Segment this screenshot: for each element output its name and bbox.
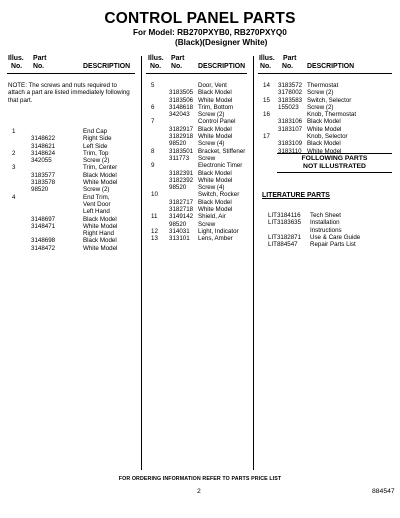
part-description: Left Hand (83, 208, 110, 216)
illus-number: 10 (151, 191, 158, 199)
header-rule-1 (7, 73, 135, 74)
part-description: Left Side (83, 142, 108, 150)
part-description: End Trim, (83, 193, 110, 201)
illus-number: 12 (151, 227, 158, 235)
part-description: Black Model (198, 89, 232, 97)
part-description: Door, Vent (198, 82, 227, 89)
part-description: Black Model (198, 169, 232, 177)
parts-row (0, 176, 252, 187)
part-number: 3183106 (278, 118, 303, 126)
part-description: Electronic Timer (198, 162, 243, 170)
following-rule-top (277, 153, 392, 154)
header-rule-3 (258, 73, 392, 74)
part-number: 98520 (169, 184, 187, 192)
parts-row (0, 104, 400, 111)
header-description: DESCRIPTION (198, 63, 246, 70)
color-line: (Black)(Designer White) (175, 38, 268, 47)
part-number: 3148472 (31, 244, 56, 252)
part-number: 3182917 (169, 125, 194, 133)
parts-row (0, 184, 252, 194)
part-description: White Model (198, 206, 233, 214)
part-description: White Model (83, 179, 118, 187)
part-description: Switch, Selector (307, 96, 352, 104)
part-description: Instructions (310, 226, 342, 234)
part-number: 3183109 (278, 140, 303, 148)
part-description: Black Model (83, 171, 117, 179)
part-description: Thermostat (307, 82, 339, 89)
part-number: 3182717 (169, 198, 194, 206)
part-number: 3183110 (278, 147, 302, 155)
part-number: 3183505 (169, 89, 194, 97)
part-number: 314031 (169, 227, 190, 235)
part-description: Screw (2) (198, 111, 225, 119)
part-description: White Model (83, 222, 118, 230)
part-description: End Cap (83, 128, 108, 135)
part-description: Screw (2) (307, 89, 334, 97)
part-description: Black Model (198, 198, 232, 206)
part-description: Vent Door (83, 200, 111, 208)
part-description: Black Model (83, 237, 117, 245)
part-description: Tech Sheet (310, 212, 341, 219)
part-number: 3148622 (31, 135, 56, 143)
parts-row (0, 162, 252, 172)
part-description: White Model (83, 244, 118, 252)
part-number: 3182918 (169, 133, 194, 141)
part-description: Trim, Center (83, 164, 118, 172)
header-illus: Illus. (259, 55, 275, 62)
header-illus: Illus. (148, 55, 164, 62)
not-illustrated-heading: NOT ILLUSTRATED (303, 163, 366, 170)
part-description: Shield, Air (198, 213, 226, 221)
ordering-info: FOR ORDERING INFORMATION REFER TO PARTS PRICE LIST (118, 476, 282, 482)
illus-number: 15 (263, 96, 270, 104)
following-parts-heading: FOLLOWING PARTS (301, 155, 368, 162)
parts-list-column-3 (0, 82, 400, 155)
model-line: For Model: RB270PXYB0, RB270PXYQ0 (133, 28, 287, 37)
header-illus-no: No. (150, 63, 162, 70)
part-number: 313101 (169, 235, 190, 243)
illus-number: 1 (12, 128, 16, 135)
part-number: 3148621 (31, 142, 56, 150)
part-number: 3148698 (31, 237, 56, 245)
part-description: Control Panel (198, 118, 236, 126)
part-number: 3182718 (169, 206, 194, 214)
part-number: 98520 (31, 186, 49, 194)
part-number: 3182392 (169, 176, 194, 184)
parts-row (0, 199, 252, 206)
part-description: White Model (198, 176, 233, 184)
literature-row (0, 241, 400, 248)
header-illus-no: No. (11, 63, 23, 70)
part-description: White Model (198, 96, 233, 104)
header-description: DESCRIPTION (307, 63, 355, 70)
part-number: 3183501 (169, 147, 194, 155)
parts-row (0, 133, 400, 143)
illus-number: 7 (151, 118, 155, 126)
part-number: 3178002 (278, 89, 303, 97)
part-description: Screw (198, 154, 216, 162)
illus-number: 11 (151, 213, 158, 221)
illus-number: 17 (263, 133, 270, 141)
part-description: Screw (2) (83, 186, 110, 194)
illus-number: 6 (151, 103, 155, 111)
illus-number: 5 (151, 82, 155, 89)
parts-row (0, 140, 400, 147)
illus-number: 2 (12, 149, 16, 157)
header-part: Part (171, 55, 185, 62)
part-number: 342043 (169, 111, 190, 119)
part-description: Right Side (83, 135, 112, 143)
parts-row (0, 118, 400, 125)
parts-row (0, 82, 400, 89)
document-number: 884547 (372, 488, 395, 495)
part-number: LIT3184116 (268, 212, 301, 219)
parts-row (0, 111, 400, 118)
part-number: LIT3182871 (268, 233, 302, 241)
part-description: Switch, Rocker (198, 191, 240, 199)
literature-parts-heading: LITERATURE PARTS (262, 192, 330, 199)
illus-number: 14 (263, 82, 270, 89)
part-description: White Model (198, 133, 233, 141)
header-part-no: No. (33, 63, 45, 70)
part-number: 3183506 (169, 96, 194, 104)
part-number: LIT884547 (268, 241, 298, 249)
parts-row (0, 126, 400, 133)
part-description: Light, Indicator (198, 227, 239, 235)
part-description: Screw (198, 220, 216, 228)
part-description: White Model (307, 125, 342, 133)
part-number: 3148697 (31, 215, 56, 223)
part-description: Screw (2) (83, 157, 110, 165)
part-description: Knob, Thermostat (307, 111, 357, 119)
parts-row (0, 191, 252, 198)
header-part: Part (33, 55, 47, 62)
header-part-no: No. (171, 63, 183, 70)
part-number: 3183578 (31, 179, 56, 187)
part-description: Repair Parts List (310, 241, 356, 249)
part-description: Screw (2) (307, 103, 334, 111)
literature-row (0, 219, 400, 226)
part-number: 3183577 (31, 171, 56, 179)
illus-number: 3 (12, 164, 16, 172)
part-description: Black Model (307, 140, 341, 148)
illus-number: 16 (263, 111, 270, 119)
page-number: 2 (197, 488, 201, 495)
part-number: LIT3183635 (268, 219, 302, 227)
part-number: 98520 (169, 220, 187, 228)
header-description: DESCRIPTION (83, 63, 131, 70)
screws-note: NOTE: The screws and nuts required to attach a part are listed immediately following that part. (8, 82, 130, 104)
part-number: 3148624 (31, 149, 56, 157)
literature-row (0, 234, 400, 241)
part-number: 98520 (169, 140, 187, 148)
part-description: Bracket, Stiffener (198, 147, 246, 155)
part-number: 311773 (169, 154, 190, 162)
parts-row (0, 170, 252, 177)
part-description: Right Hand (83, 230, 114, 238)
part-description: Knob, Selector (307, 133, 348, 141)
part-description: Screw (4) (198, 140, 225, 148)
part-number: 3182391 (169, 169, 194, 177)
header-part-no: No. (282, 63, 294, 70)
part-number: 3149142 (169, 213, 194, 221)
part-number: 3183107 (278, 125, 303, 133)
illus-number: 8 (151, 147, 155, 155)
part-number: 342055 (31, 157, 52, 165)
part-number: 3148471 (31, 222, 56, 230)
part-number: 3148618 (169, 103, 194, 111)
part-number: 155023 (278, 103, 299, 111)
part-description: Black Model (83, 215, 117, 223)
illus-number: 9 (151, 162, 155, 170)
parts-row (0, 97, 400, 104)
header-part: Part (283, 55, 297, 62)
literature-row (0, 227, 400, 234)
following-rule-bottom (277, 172, 392, 173)
part-description: Trim, Bottom (198, 103, 234, 111)
part-description: Black Model (307, 118, 341, 126)
illus-number: 13 (151, 235, 158, 243)
parts-row (0, 154, 252, 165)
part-description: White Model (307, 147, 342, 155)
part-description: Screw (4) (198, 184, 225, 192)
part-description: Installation (310, 219, 340, 227)
illus-number: 4 (12, 193, 16, 201)
part-number: 3183572 (278, 82, 303, 89)
header-illus: Illus. (8, 55, 24, 62)
page-title: CONTROL PANEL PARTS (104, 10, 296, 27)
parts-row (0, 89, 400, 96)
header-illus-no: No. (260, 63, 272, 70)
part-description: Use & Care Guide (310, 233, 361, 241)
part-description: Lens, Amber (198, 235, 233, 243)
literature-row (0, 212, 400, 219)
part-number: 3183583 (278, 96, 303, 104)
part-description: Black Model (198, 125, 232, 133)
header-rule-2 (146, 73, 247, 74)
literature-parts-list (0, 212, 400, 248)
part-description: Trim, Top (83, 149, 109, 157)
